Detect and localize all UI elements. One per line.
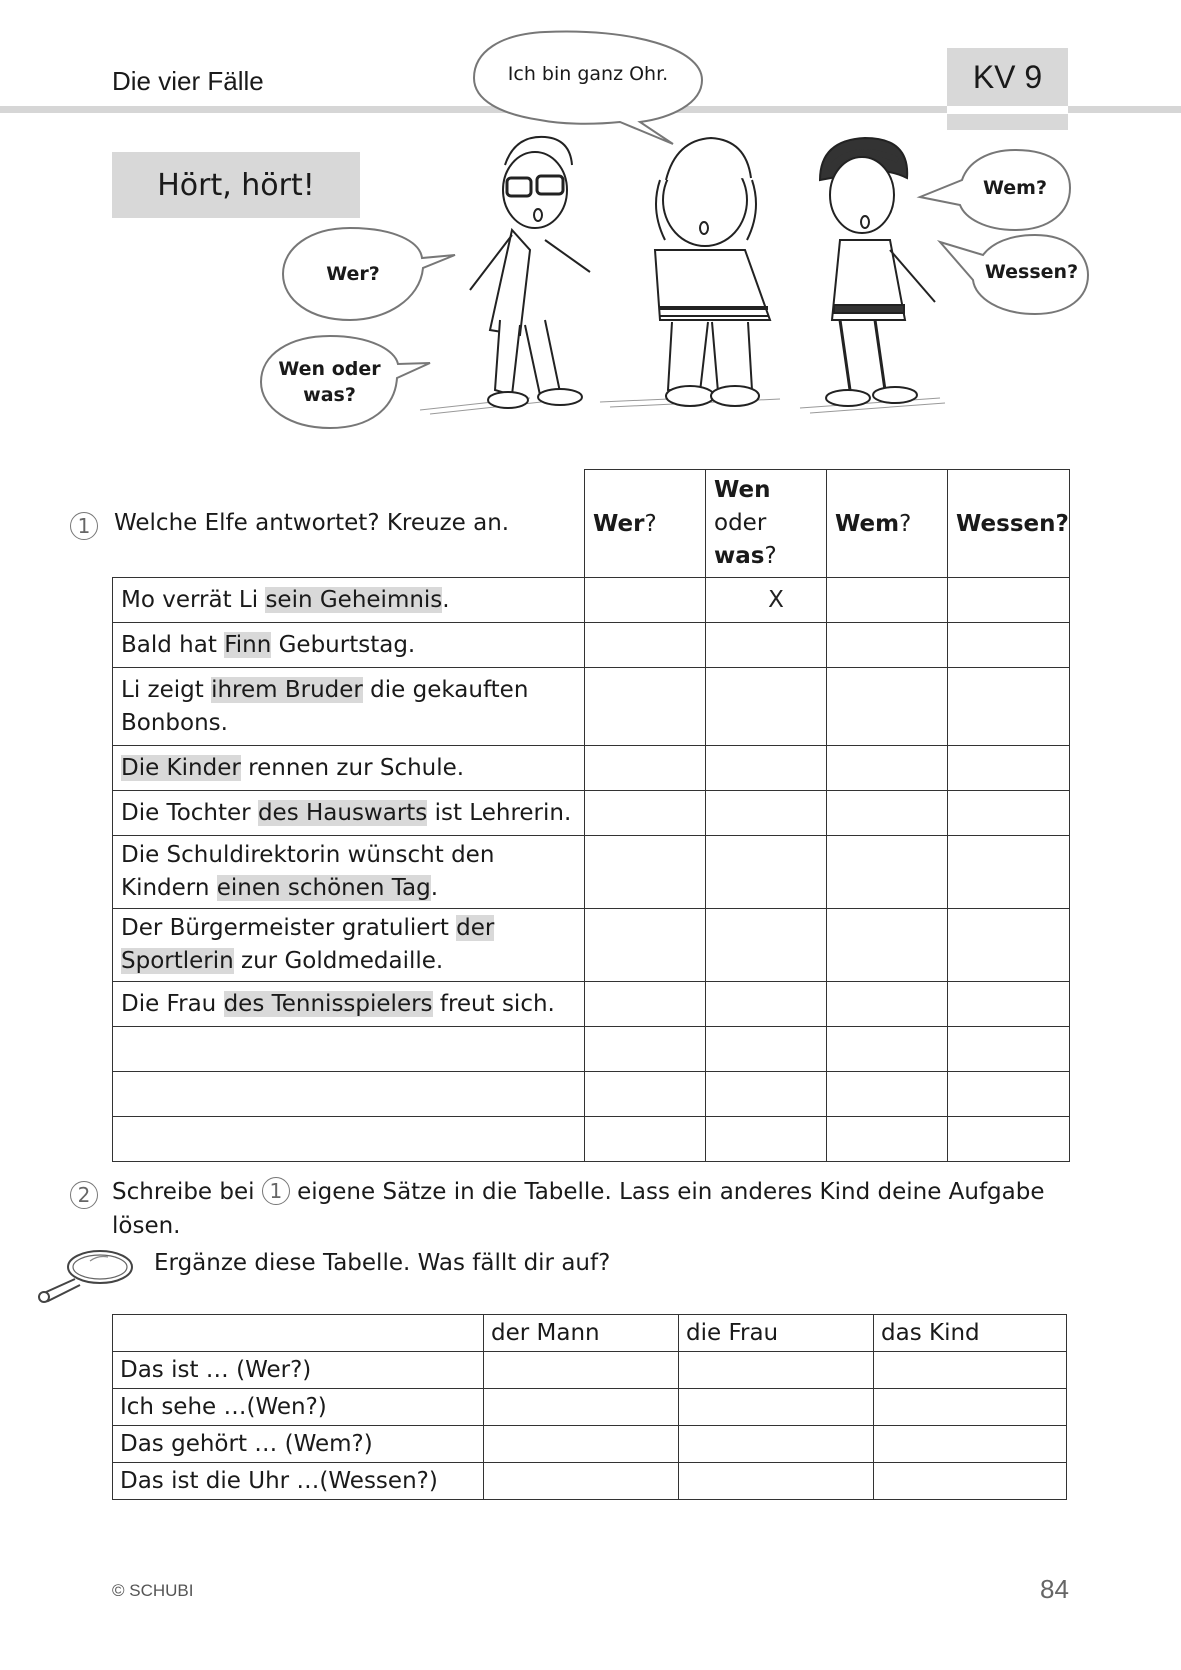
sentence-cell <box>113 836 585 909</box>
sentence-text: Die Schuldirektorin wünscht den Kindern <box>121 842 495 901</box>
checkbox-cell[interactable] <box>585 746 706 791</box>
declension-header-row <box>113 1315 1067 1352</box>
bubble-text-center: Ich bin ganz Ohr. <box>507 63 669 85</box>
highlighted-phrase: des Hauswarts <box>257 799 428 826</box>
sentence-text: freut sich. <box>432 990 555 1017</box>
checkbox-cell[interactable] <box>948 1117 1070 1162</box>
checkbox-cell[interactable] <box>948 668 1070 746</box>
answer-cell[interactable] <box>679 1463 874 1500</box>
sentence-text: Der Bürgermeister gratuliert <box>121 915 457 941</box>
sentence-cell <box>113 982 585 1027</box>
sentence-cell <box>113 623 585 668</box>
checkbox-cell[interactable] <box>827 982 948 1027</box>
magnifying-glass-icon <box>30 1245 140 1305</box>
checkbox-cell[interactable] <box>585 982 706 1027</box>
sentence-text: ist Lehrerin. <box>427 799 572 826</box>
declension-row <box>113 1463 1067 1500</box>
bubble-text-line1: Wen oder <box>278 358 381 380</box>
col-header-wen-oder-was: Wen oder was? <box>706 470 827 578</box>
character-girl <box>820 138 935 406</box>
checkbox-cell[interactable] <box>948 909 1070 982</box>
task-number-1: 1 <box>70 512 98 540</box>
checkbox-cell[interactable] <box>706 909 827 982</box>
character-boy-cap <box>655 138 770 406</box>
answer-cell[interactable] <box>679 1352 874 1389</box>
answer-cell[interactable] <box>874 1463 1067 1500</box>
highlighted-phrase: Finn <box>224 631 272 658</box>
table-row <box>113 1027 1070 1072</box>
sentence-cell <box>113 791 585 836</box>
declension-row-label: Das ist … (Wer?) <box>113 1352 484 1389</box>
checkbox-cell[interactable] <box>827 668 948 746</box>
checkbox-cell[interactable] <box>827 1072 948 1117</box>
task2-instruction: Schreibe bei 1 eigene Sätze in die Tabelle. Lass ein anderes Kind deine Aufgabe lösen. <box>112 1178 1045 1239</box>
task1-instruction: Welche Elfe antwortet? Kreuze an. <box>114 510 510 536</box>
checkbox-cell[interactable] <box>585 836 706 909</box>
checkbox-cell[interactable] <box>585 791 706 836</box>
sentence-cell <box>113 1117 585 1162</box>
highlighted-phrase: Die Kinder <box>121 754 241 781</box>
speech-bubble-center <box>474 31 702 144</box>
highlighted-phrase: sein Geheimnis <box>265 586 443 613</box>
checkbox-cell[interactable] <box>948 836 1070 909</box>
sentence-text: zur Goldmedaille. <box>233 948 444 974</box>
worksheet-code-badge: KV 9 <box>947 48 1068 106</box>
checkbox-cell[interactable] <box>827 1027 948 1072</box>
checkbox-cell[interactable] <box>827 623 948 668</box>
header-spacer <box>113 470 585 578</box>
checkbox-cell[interactable] <box>827 836 948 909</box>
table-row <box>113 623 1070 668</box>
declension-row <box>113 1426 1067 1463</box>
answer-cell[interactable] <box>874 1389 1067 1426</box>
checkbox-cell[interactable] <box>948 1072 1070 1117</box>
checkbox-cell[interactable] <box>948 746 1070 791</box>
checkbox-cell[interactable] <box>948 623 1070 668</box>
sentence-cell <box>113 1072 585 1117</box>
declension-header-die-frau: die Frau <box>679 1315 874 1352</box>
answer-cell[interactable] <box>484 1463 679 1500</box>
sentence-text: Mo verrät Li <box>121 586 266 613</box>
sentence-text: Geburtstag. <box>271 631 416 658</box>
bubble-text-wer: Wer? <box>326 263 380 285</box>
declension-table <box>112 1314 1067 1500</box>
answer-cell[interactable] <box>484 1352 679 1389</box>
checkbox-cell[interactable] <box>706 836 827 909</box>
sentence-cell <box>113 578 585 623</box>
checkbox-cell[interactable] <box>827 791 948 836</box>
checkbox-cell[interactable] <box>585 1027 706 1072</box>
answer-cell[interactable] <box>874 1352 1067 1389</box>
checkbox-cell[interactable] <box>706 982 827 1027</box>
sentence-text: die gekauften Bonbons. <box>121 676 529 736</box>
checkbox-cell[interactable] <box>706 668 827 746</box>
checkbox-cell[interactable] <box>948 1027 1070 1072</box>
highlighted-phrase: des Tennisspielers <box>223 990 433 1017</box>
checkbox-cell[interactable] <box>585 623 706 668</box>
answer-cell[interactable] <box>484 1426 679 1463</box>
declension-row <box>113 1389 1067 1426</box>
checkbox-cell[interactable] <box>585 668 706 746</box>
sentence-text: rennen zur Schule. <box>240 754 465 781</box>
sentence-text: Die Frau <box>121 990 224 1017</box>
checkbox-cell[interactable] <box>706 791 827 836</box>
table-row <box>113 668 1070 746</box>
declension-header-empty <box>113 1315 484 1352</box>
checkbox-cell[interactable] <box>585 909 706 982</box>
task-reference-1: 1 <box>262 1177 290 1205</box>
col-header-wer: Wer? <box>585 470 706 578</box>
answer-cell[interactable] <box>679 1426 874 1463</box>
checkbox-cell[interactable] <box>827 578 948 623</box>
checkbox-cell[interactable] <box>827 909 948 982</box>
highlighted-phrase: der Sportlerin <box>121 915 495 974</box>
sentence-cell <box>113 909 585 982</box>
sentence-text: Bald hat <box>121 631 225 658</box>
sentence-cell <box>113 668 585 746</box>
extra-task-text: Ergänze diese Tabelle. Was fällt dir auf? <box>154 1250 611 1276</box>
page-title: Die vier Fälle <box>112 66 264 96</box>
declension-row <box>113 1352 1067 1389</box>
case-table-header <box>113 470 1070 578</box>
checkbox-cell[interactable] <box>827 746 948 791</box>
table-row <box>113 1072 1070 1117</box>
declension-row-label: Das gehört … (Wem?) <box>113 1426 484 1463</box>
col-header-wem: Wem? <box>827 470 948 578</box>
bubble-text-line2: was? <box>303 384 356 406</box>
checkbox-cell[interactable] <box>706 746 827 791</box>
checkbox-cell[interactable] <box>827 1117 948 1162</box>
table-row <box>113 791 1070 836</box>
answer-cell[interactable] <box>484 1389 679 1426</box>
checkbox-cell[interactable] <box>948 578 1070 623</box>
checkbox-cell[interactable] <box>706 623 827 668</box>
bubble-text-wen-oder-was <box>261 356 398 408</box>
col-header-wessen: Wessen? <box>948 470 1070 578</box>
highlighted-phrase: einen schönen Tag <box>216 875 431 901</box>
sentence-text: . <box>442 586 450 613</box>
sentence-text: Die Tochter <box>121 799 258 826</box>
character-boy-glasses <box>470 137 590 408</box>
sentence-cell <box>113 746 585 791</box>
checkbox-cell[interactable] <box>585 578 706 623</box>
declension-row-label: Das ist die Uhr …(Wessen?) <box>113 1463 484 1500</box>
copyright: © SCHUBI <box>112 1581 194 1600</box>
bubble-text-wessen: Wessen? <box>984 261 1079 283</box>
bubble-text-wem: Wem? <box>983 177 1047 199</box>
checkbox-cell[interactable] <box>706 1117 827 1162</box>
declension-row-label: Ich sehe …(Wen?) <box>113 1389 484 1426</box>
declension-header-der-mann: der Mann <box>484 1315 679 1352</box>
answer-cell[interactable] <box>874 1426 1067 1463</box>
table-row <box>113 1117 1070 1162</box>
declension-header-das-kind: das Kind <box>874 1315 1067 1352</box>
task-number-2: 2 <box>70 1181 98 1209</box>
sentence-cell <box>113 1027 585 1072</box>
answer-cell[interactable] <box>679 1389 874 1426</box>
table-row <box>113 909 1070 982</box>
checkbox-cell[interactable]: X <box>706 578 827 623</box>
checkbox-cell[interactable] <box>948 791 1070 836</box>
case-table <box>112 469 1070 1162</box>
sentence-text: Li zeigt <box>121 676 212 703</box>
table-row <box>113 746 1070 791</box>
checkbox-cell[interactable] <box>706 1027 827 1072</box>
highlighted-phrase: ihrem Bruder <box>211 676 363 703</box>
checkbox-cell[interactable] <box>585 1117 706 1162</box>
table-row <box>113 578 1070 623</box>
table-row <box>113 836 1070 909</box>
table-row <box>113 982 1070 1027</box>
section-heading: Hört, hört! <box>112 152 360 218</box>
sentence-text: . <box>430 875 439 901</box>
checkbox-cell[interactable] <box>585 1072 706 1117</box>
checkbox-cell[interactable] <box>706 1072 827 1117</box>
checkbox-cell[interactable] <box>948 982 1070 1027</box>
page-number: 84 <box>1040 1574 1069 1604</box>
